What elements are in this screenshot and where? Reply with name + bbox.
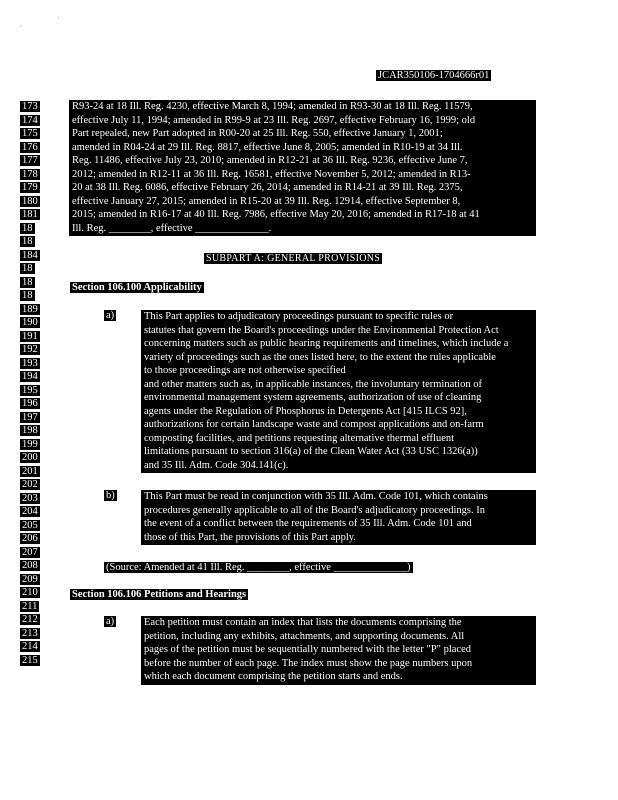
line-number-text: 205	[22, 519, 38, 531]
line-number-text: 212	[22, 614, 38, 625]
text-line: effective January 27, 2015; amended in R15-20 at 39 Ill. Reg. 12914, effective September 8,	[72, 195, 461, 207]
line-number-text: 18	[22, 236, 33, 247]
line-number	[20, 114, 38, 128]
text-line: Each petition must contain an index that lists the documents comprising the	[144, 617, 462, 628]
line-number-text: 189	[22, 303, 38, 315]
subpart-title	[204, 253, 382, 264]
section-106-heading	[70, 589, 248, 600]
text-line: procedures generally applicable to all of the Board's adjudicatory proceedings. In	[144, 504, 485, 516]
line-number-text: 210	[22, 587, 38, 598]
text-line: Ill. Reg. ________, effective ______________.	[72, 222, 272, 234]
text-line: agents under the Regulation of Phosphorus in Detergents Act [415 ILCS 92],	[144, 405, 467, 417]
line-number-text: 214	[22, 641, 38, 652]
line-number-text: 196	[22, 398, 38, 409]
section-100-para-b	[141, 490, 536, 545]
text-line: concerning matters such as public hearing requirements and timelines, which include a	[144, 338, 509, 349]
text-line: which each document comprising the petition starts and ends.	[144, 671, 403, 682]
line-number	[20, 235, 38, 249]
line-number	[20, 519, 38, 533]
para-label: b)	[106, 490, 115, 501]
text-line: the event of a conflict between the requirements of 35 Ill. Adm. Code 101 and	[144, 518, 472, 529]
section-100-para-b-label	[104, 490, 117, 501]
text-line: environmental management system agreements, authorization of use of cleaning	[144, 392, 482, 403]
line-number-text: 175	[22, 128, 38, 139]
line-number-text: 180	[22, 195, 38, 207]
line-number-text: 206	[22, 533, 38, 544]
line-number	[20, 654, 38, 668]
text-line: effective July 11, 1994; amended in R99-9 at 23 Ill. Reg. 2697, effective February 16, 1999; old	[72, 114, 476, 126]
line-number-text: 208	[22, 560, 38, 571]
line-number	[20, 546, 38, 560]
scan-mark: ,	[20, 20, 22, 28]
source-note-text: (Source: Amended at 41 Ill. Reg. ________, effective ______________)	[106, 562, 411, 573]
line-number	[20, 289, 38, 303]
line-number	[20, 222, 38, 236]
line-number-text: 18	[22, 263, 33, 274]
section-100-para-a	[141, 310, 536, 473]
text-line: those of this Part, the provisions of this Part apply.	[144, 531, 356, 543]
section-100-source-note	[104, 562, 413, 573]
line-number	[20, 262, 38, 276]
text-line: authorizations for certain landscape waste and compost applications and on-farm	[144, 419, 484, 430]
section-106-para-a-label	[104, 616, 116, 627]
text-line: variety of proceedings such as the ones listed here, to the extent the rules applicable	[144, 351, 496, 363]
text-line: This Part applies to adjudicatory proceedings pursuant to specific rules or	[144, 311, 454, 322]
text-line: 20 at 38 Ill. Reg. 6086, effective February 26, 2014; amended in R14-21 at 39 Ill. Reg. 2375,	[72, 182, 463, 193]
line-number	[20, 127, 38, 141]
line-number-text: 195	[22, 384, 38, 396]
text-line: 2012; amended in R12-11 at 36 Ill. Reg. 16581, effective November 5, 2012; amended in R13-	[72, 168, 471, 180]
line-number	[20, 181, 38, 195]
line-number-text: 177	[22, 155, 38, 166]
line-number	[20, 451, 38, 465]
line-number-text: 18	[22, 290, 33, 301]
line-number	[20, 154, 38, 168]
line-number	[20, 411, 38, 425]
line-number-text: 179	[22, 182, 38, 193]
line-number	[20, 505, 38, 519]
line-number-text: 215	[22, 654, 38, 666]
line-number	[20, 195, 38, 209]
text-line: before the number of each page. The index must show the page numbers upon	[144, 657, 473, 669]
line-number-text: 199	[22, 438, 38, 450]
text-line: statutes that govern the Board's proceedings under the Environmental Protection Act	[144, 324, 499, 336]
line-number-text: 201	[22, 465, 38, 477]
line-number	[20, 573, 38, 587]
text-line: pages of the petition must be sequentially numbered with the letter "P" placed	[144, 644, 471, 655]
line-number-text: 202	[22, 479, 38, 490]
line-number	[20, 613, 38, 627]
text-line: Part repealed, new Part adopted in R00-20 at 25 Ill. Reg. 550, effective January 1, 2001;	[72, 128, 443, 139]
text-line: Reg. 11486, effective July 23, 2010; amended in R12-21 at 36 Ill. Reg. 9236, effective June 7,	[72, 155, 468, 166]
subpart-title-text: SUBPART A: GENERAL PROVISIONS	[206, 253, 381, 264]
para-label: a)	[106, 616, 115, 627]
line-number	[20, 370, 38, 384]
line-number-text: 197	[22, 411, 38, 423]
line-number-text: 191	[22, 330, 38, 342]
line-number-text: 18	[22, 222, 33, 234]
line-number-text: 181	[22, 209, 38, 220]
line-number-text: 194	[22, 371, 38, 382]
line-number-text: 193	[22, 357, 38, 369]
line-number	[20, 438, 38, 452]
section-106-para-a	[141, 616, 536, 685]
line-number	[20, 465, 38, 479]
text-line: to those proceedings are not otherwise specified	[144, 365, 346, 376]
line-number	[20, 532, 38, 546]
line-number	[20, 559, 38, 573]
text-line: and 35 Ill. Adm. Code 304.141(c).	[144, 459, 289, 471]
line-number	[20, 600, 38, 614]
document-code-text: JCAR350106-1704666r01	[378, 70, 490, 81]
line-number-text: 18	[22, 276, 33, 288]
line-number	[20, 424, 38, 438]
line-number	[20, 316, 38, 330]
line-number	[20, 343, 38, 357]
text-line: This Part must be read in conjunction with 35 Ill. Adm. Code 101, which contains	[144, 491, 488, 502]
text-line: limitations pursuant to section 316(a) of the Clean Water Act (33 USC 1326(a))	[144, 446, 478, 457]
line-number	[20, 492, 38, 506]
line-number-text: 178	[22, 168, 38, 180]
line-number-text: 190	[22, 317, 38, 328]
line-number	[20, 478, 38, 492]
section-100-heading-text: Section 106.100 Applicability	[72, 282, 202, 293]
line-number	[20, 627, 38, 641]
line-number	[20, 640, 38, 654]
line-number	[20, 208, 38, 222]
line-number-text: 211	[22, 600, 38, 612]
line-number	[20, 586, 38, 600]
text-line: R93-24 at 18 Ill. Reg. 4230, effective March 8, 1994; amended in R93-30 at 18 Ill. Reg. 11579,	[72, 101, 473, 112]
text-line: petition, including any exhibits, attachments, and supporting documents. All	[144, 630, 465, 642]
line-number-text: 198	[22, 425, 38, 436]
line-number-text: 176	[22, 141, 38, 153]
line-number	[20, 276, 38, 290]
line-number	[20, 168, 38, 182]
line-number	[20, 384, 38, 398]
line-number-text: 207	[22, 546, 38, 558]
text-line: amended in R04-24 at 29 Ill. Reg. 8817, effective June 8, 2005; amended in R10-19 at 34 Ill.	[72, 141, 463, 153]
line-number	[20, 100, 38, 114]
line-number	[20, 141, 38, 155]
document-code	[376, 70, 491, 81]
section-100-heading	[70, 282, 204, 293]
line-number-text: 209	[22, 573, 38, 585]
line-number	[20, 357, 38, 371]
line-number	[20, 397, 38, 411]
line-number-text: 174	[22, 114, 38, 126]
scan-mark: '	[58, 16, 60, 24]
line-number-text: 200	[22, 452, 38, 463]
line-number-text: 173	[22, 101, 38, 112]
source-history-block	[69, 100, 536, 236]
line-number-text: 213	[22, 627, 38, 639]
line-number-text: 204	[22, 506, 38, 517]
section-106-heading-text: Section 106.106 Petitions and Hearings	[72, 589, 247, 600]
text-line: 2015; amended in R16-17 at 40 Ill. Reg. 7986, effective May 20, 2016; amended in R17-18 at 41	[72, 209, 480, 220]
section-100-para-a-label	[104, 310, 116, 321]
line-number-text: 192	[22, 344, 38, 355]
line-number	[20, 249, 38, 263]
text-line: composting facilities, and petitions requesting alternative thermal effluent	[144, 432, 455, 444]
line-number	[20, 303, 38, 317]
para-label: a)	[106, 310, 115, 321]
text-line: and other matters such as, in applicable instances, the involuntary termination of	[144, 378, 482, 390]
line-number	[20, 330, 38, 344]
line-number-text: 184	[22, 249, 38, 261]
line-number-text: 203	[22, 492, 38, 504]
